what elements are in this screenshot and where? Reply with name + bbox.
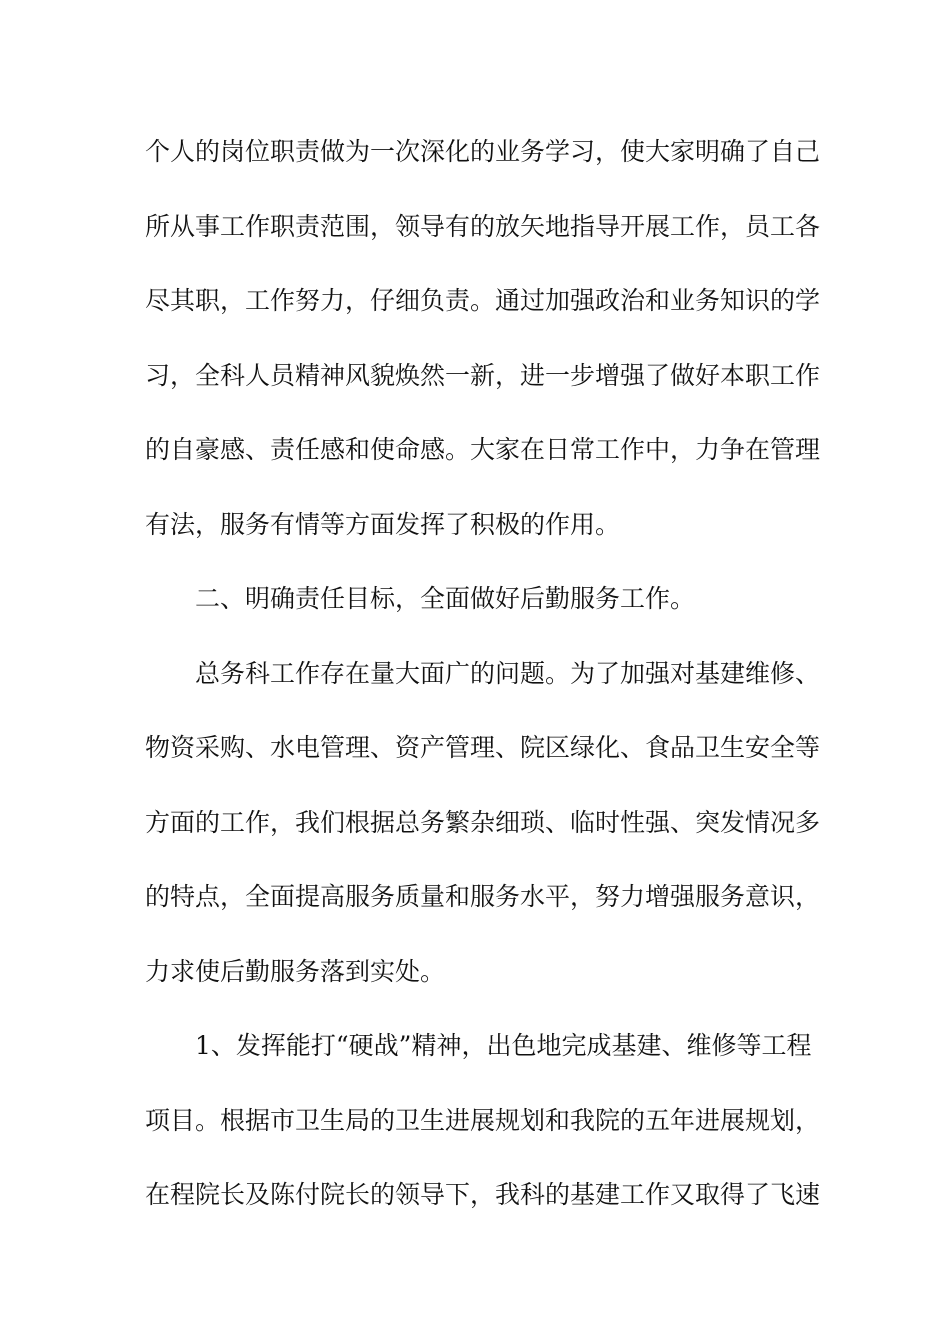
section-heading: 二、明确责任目标，全面做好后勤服务工作。 <box>195 584 696 613</box>
body-text <box>145 124 821 1242</box>
text-line: 在程院长及陈付院长的领导下，我科的基建工作又取得了飞速 <box>145 1180 821 1209</box>
text-line: 有法，服务有情等方面发挥了积极的作用。 <box>145 509 621 539</box>
text-line: 总务科工作存在量大面广的问题。为了加强对基建维修、 <box>195 658 821 688</box>
text-line: 尽其职，工作努力，仔细负责。通过加强政治和业务知识的学 <box>145 286 821 315</box>
text-line: 物资采购、水电管理、资产管理、院区绿化、食品卫生安全等 <box>145 733 821 762</box>
text-line: 个人的岗位职责做为一次深化的业务学习，使大家明确了自己 <box>145 137 821 166</box>
text-line: 1、发挥能打“硬战”精神，出色地完成基建、维修等工程 <box>195 1031 812 1060</box>
text-line: 的自豪感、责任感和使命感。大家在日常工作中，力争在管理 <box>145 435 821 464</box>
text-line: 的特点，全面提高服务质量和服务水平，努力增强服务意识， <box>145 882 821 911</box>
text-line: 所从事工作职责范围，领导有的放矢地指导开展工作，员工各 <box>145 211 821 241</box>
text-line: 项目。根据市卫生局的卫生进展规划和我院的五年进展规划， <box>145 1105 821 1135</box>
text-line: 习，全科人员精神风貌焕然一新，进一步增强了做好本职工作 <box>145 360 821 390</box>
text-line: 方面的工作，我们根据总务繁杂细琐、临时性强、突发情况多 <box>145 807 821 837</box>
text-line: 力求使后勤服务落到实处。 <box>145 956 446 986</box>
